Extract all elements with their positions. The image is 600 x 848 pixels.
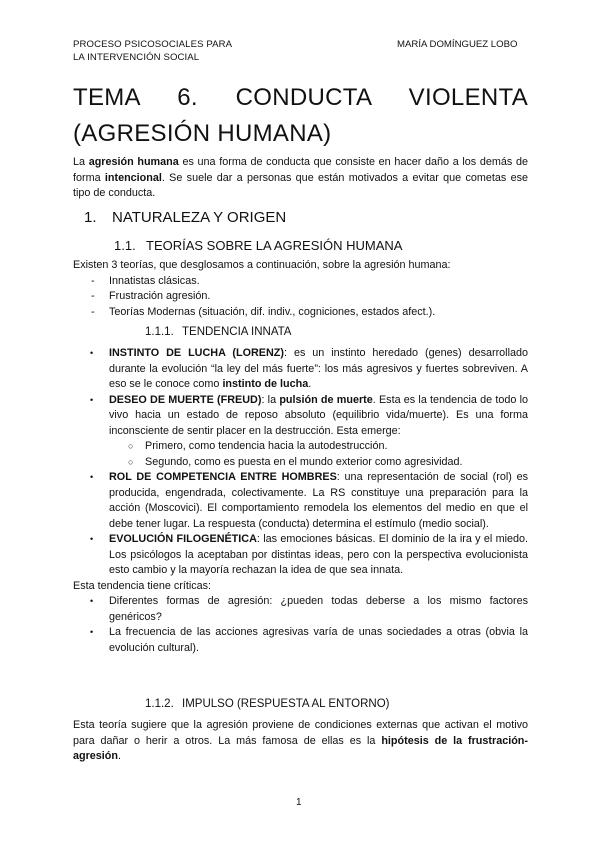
list-item: • EVOLUCIÓN FILOGENÉTICA: las emociones básicas. El dominio de la ira y el miedo. Los psicólogos la aceptaban por distintas ideas, pero con la perspectiva evolucionista esto cambio y la mayoría rechazan la idea de que sea innata. — [90, 533, 529, 576]
list-item: • Diferentes formas de agresión: ¿pueden todas deberse a los mismo factores genéricos? — [90, 595, 528, 623]
section-heading-1-1: 1.1. TEORÍAS SOBRE LA AGRESIÓN HUMANA — [114, 238, 403, 253]
bullet-icon: • — [90, 596, 94, 606]
list-item: • ROL DE COMPETENCIA ENTRE HOMBRES: una representación de social (rol) es producida, engendrada, colectivamente. La RS constituye una preparación para la acción (Moscovici). El comportamiento remodela los elementos del medio en que el debe tener lugar. La respuesta (conducta) determina el estímulo (medio social). — [90, 471, 528, 530]
theories-list — [73, 274, 528, 321]
bullet-icon: • — [90, 534, 94, 544]
page-number: 1 — [296, 797, 302, 808]
critics-intro: Esta tendencia tiene críticas: — [73, 579, 212, 592]
innate-section — [73, 346, 528, 656]
page-title: TEMA 6. CONDUCTA VIOLENTA (AGRESIÓN HUMANA) — [73, 84, 528, 147]
impulse-paragraph: Esta teoría sugiere que la agresión proviene de condiciones externas que activan el motivo para dañar o herir a otros. La más famosa de ellas es la hipótesis de la frustración-agresión. — [73, 719, 528, 762]
bullet-icon: • — [90, 394, 94, 405]
sub-list-item: ○ Primero, como tendencia hacia la autodestrucción. — [73, 439, 528, 455]
header-subject-line1: PROCESO PSICOSOCIALES PARA — [73, 39, 233, 50]
circle-bullet-icon: ○ — [128, 456, 134, 467]
section-heading-1: 1. NATURALEZA Y ORIGEN — [84, 209, 287, 226]
list-item: - Teorías Modernas (situación, dif. indiv., cogniciones, estados afect.). — [73, 305, 528, 321]
circle-bullet-icon: ○ — [128, 441, 134, 451]
theories-intro: Existen 3 teorías, que desglosamos a continuación, sobre la agresión humana: — [73, 259, 451, 271]
sub-list-item: ○ Segundo, como es puesta en el mundo exterior como agresividad. — [73, 455, 528, 471]
bullet-icon: • — [90, 472, 94, 482]
section-heading-1-1-1: 1.1.1. TENDENCIA INNATA — [145, 326, 292, 338]
list-item: • DESEO DE MUERTE (FREUD): la pulsión de muerte. Esta es la tendencia de todo lo vivo hacia un estado de reposo absoluto (equilibrio vida/muerte). Es una forma inconsciente de sentir placer en la destrucción. Esta emerge: — [90, 393, 528, 437]
header-subject-line2: LA INTERVENCIÓN SOCIAL — [73, 52, 200, 63]
theories-section — [73, 258, 528, 320]
header-author: MARÍA DOMÍNGUEZ LOBO — [397, 39, 518, 50]
list-item: • La frecuencia de las acciones agresivas varía de unas sociedades a otras (obvia la evolución cultural). — [90, 626, 528, 654]
bullet-icon: • — [90, 627, 94, 637]
list-item: - Frustración agresión. — [73, 289, 528, 305]
intro-paragraph: La agresión humana es una forma de conducta que consiste en hacer daño a los demás de forma intencional. Se suele dar a personas que están motivados a evitar que cometas ese tipo de conducta. — [73, 156, 528, 199]
bullet-icon: • — [90, 348, 94, 358]
section-heading-1-1-2: 1.1.2. IMPULSO (RESPUESTA AL ENTORNO) — [145, 698, 390, 710]
header-left — [73, 38, 232, 64]
list-item: - Innatistas clásicas. — [73, 274, 528, 290]
list-item: • INSTINTO DE LUCHA (LORENZ): es un instinto heredado (genes) desarrollado durante la evolución “la ley del más fuerte”: los más agresivos y fuertes sobreviven. A eso se le conoce como instinto de lucha. — [90, 347, 528, 390]
